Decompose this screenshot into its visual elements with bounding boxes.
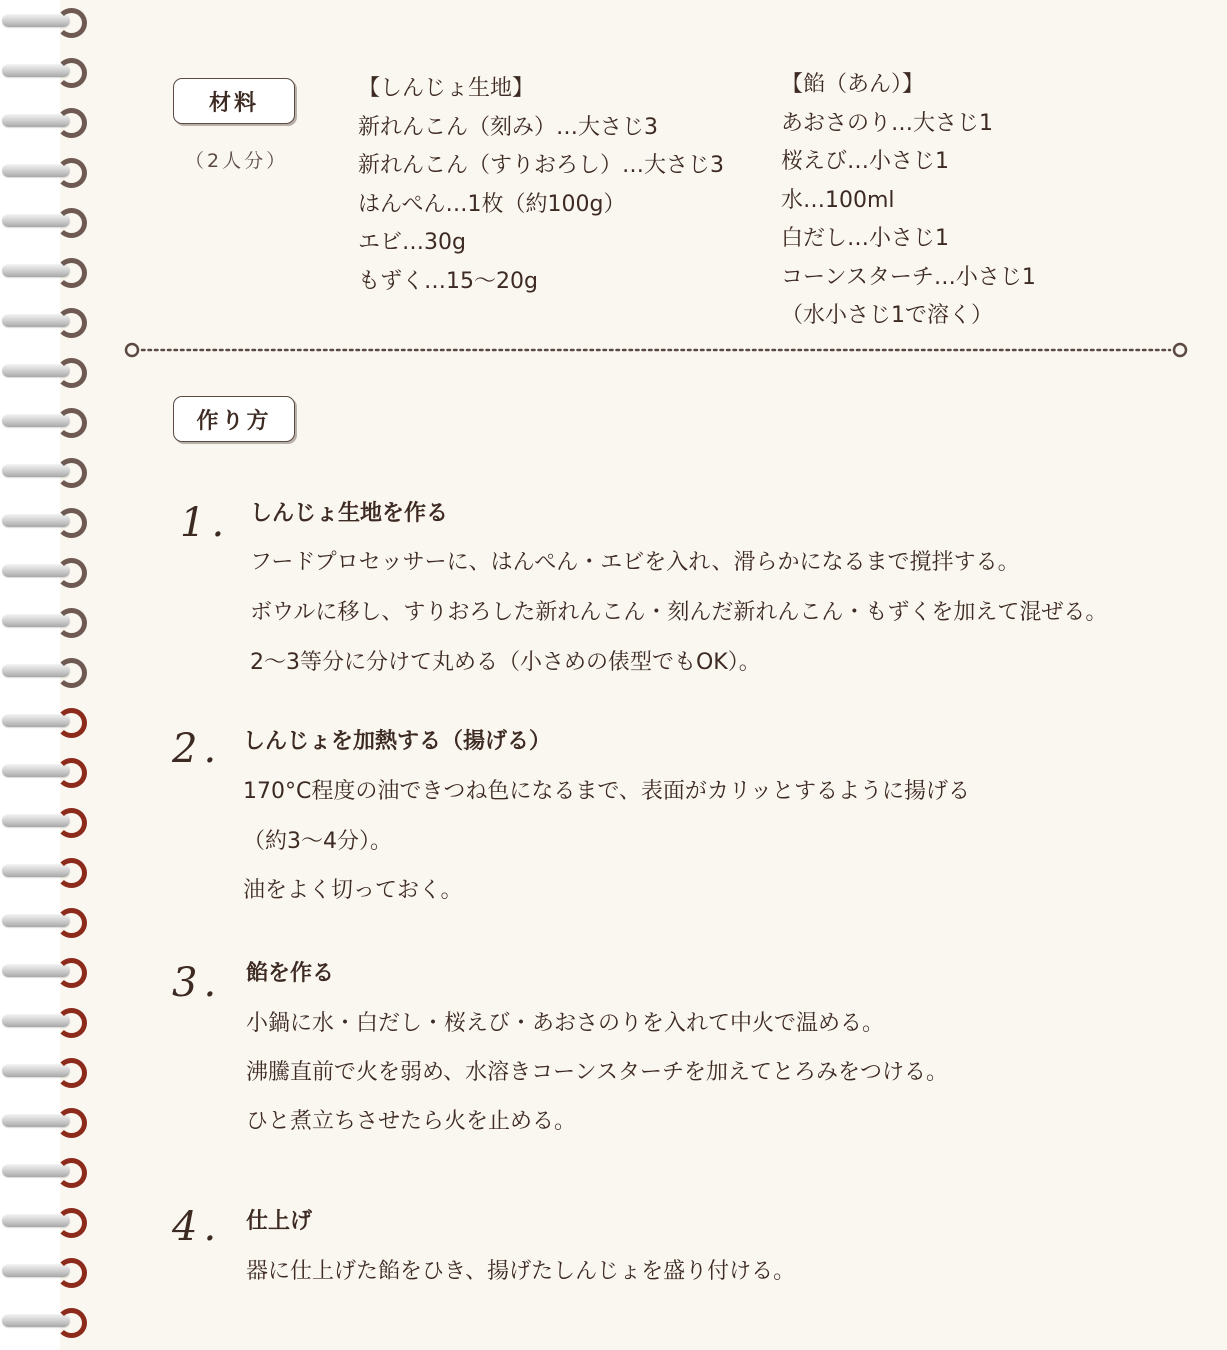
ingredient-item: はんぺん…1枚（約100g） [358, 191, 626, 217]
step-title: しんじょを加熱する（揚げる） [243, 729, 552, 754]
ring-hook [56, 308, 87, 338]
binding-ring [0, 456, 88, 486]
ring-hook [56, 1058, 87, 1088]
ring-hook [56, 758, 87, 788]
ingredient-item: もずく…15〜20g [358, 268, 538, 294]
ring-hook [56, 108, 87, 138]
binding-ring [0, 756, 88, 786]
binding-ring [0, 506, 88, 536]
ingredient-item: 水…100ml [781, 187, 895, 213]
step-line: 油をよく切っておく。 [243, 878, 463, 903]
dotted-divider [124, 341, 1188, 359]
step-line: 器に仕上げた餡をひき、揚げたしんじょを盛り付ける。 [246, 1259, 796, 1284]
ring-hook [56, 1308, 87, 1338]
step-line: 小鍋に水・白だし・桜えび・あおさのりを入れて中火で温める。 [246, 1011, 885, 1036]
ingredient-heading: 【餡（あん）】 [781, 72, 925, 97]
step-title: 餡を作る [246, 961, 335, 986]
ingredient-item: 白だし…小さじ1 [781, 226, 949, 251]
ring-hook [56, 458, 87, 488]
ring-hook [56, 1258, 87, 1288]
binding-ring [0, 556, 88, 586]
ring-hook [56, 958, 87, 988]
ingredient-item: コーンスターチ…小さじ1 [781, 264, 1036, 290]
step-line: 170°C程度の油できつね色になるまで、表面がカリッとするように揚げる [243, 779, 971, 804]
shinjo-dough-ingredients [358, 70, 724, 301]
ingredient-heading: 【しんじょ生地】 [358, 76, 535, 101]
ring-hook [56, 408, 87, 438]
step-title: しんじょ生地を作る [250, 501, 449, 526]
an-ingredients [781, 66, 1036, 336]
binding-ring [0, 806, 88, 836]
binding-ring [0, 1306, 88, 1336]
binding-ring [0, 1056, 88, 1086]
method-tag: 作り方 [173, 396, 295, 442]
ring-hook [56, 558, 87, 588]
ring-hook [56, 8, 87, 38]
binding-ring [0, 356, 88, 386]
ring-hook [56, 608, 87, 638]
ring-hook [56, 808, 87, 838]
binding-ring [0, 106, 88, 136]
binding-ring [0, 856, 88, 886]
step-line: 2〜3等分に分けて丸める（小さめの俵型でもOK）。 [250, 650, 761, 675]
ring-hook [56, 1108, 87, 1138]
step-line: ボウルに移し、すりおろした新れんこん・刻んだ新れんこん・もずくを加えて混ぜる。 [250, 600, 1108, 625]
binding-ring [0, 1256, 88, 1286]
binding-ring [0, 156, 88, 186]
step-line: ひと煮立ちさせたら火を止める。 [246, 1109, 577, 1134]
binding-ring [0, 1206, 88, 1236]
ring-hook [56, 508, 87, 538]
ring-hook [56, 208, 87, 238]
binding-ring [0, 706, 88, 736]
ring-hook [56, 708, 87, 738]
ring-hook [56, 258, 87, 288]
ring-hook [56, 858, 87, 888]
binding-ring [0, 1106, 88, 1136]
servings-label: （2人分） [185, 150, 289, 172]
step-number: 2. [172, 726, 223, 772]
binding-ring [0, 406, 88, 436]
binding-ring [0, 306, 88, 336]
ingredient-item: 桜えび…小さじ1 [781, 149, 949, 174]
step-title: 仕上げ [246, 1209, 313, 1234]
ingredient-item: 新れんこん（刻み）…大さじ3 [358, 114, 658, 140]
step-number: 4. [172, 1204, 223, 1250]
step-line: 沸騰直前で火を弱め、水溶きコーンスターチを加えてとろみをつける。 [246, 1060, 949, 1085]
step-line: （約3〜4分）。 [243, 829, 392, 854]
ingredient-item: エビ…30g [358, 230, 466, 255]
ring-hook [56, 658, 87, 688]
step-number: 1. [180, 500, 231, 546]
binding-ring [0, 656, 88, 686]
ring-hook [56, 158, 87, 188]
binding-ring [0, 906, 88, 936]
binding-ring [0, 606, 88, 636]
binding-ring [0, 1006, 88, 1036]
ring-hook [56, 1208, 87, 1238]
ring-hook [56, 358, 87, 388]
binding-ring [0, 56, 88, 86]
ring-hook [56, 1008, 87, 1038]
step-line: フードプロセッサーに、はんぺん・エビを入れ、滑らかになるまで撹拌する。 [250, 550, 1020, 575]
ingredient-item: 新れんこん（すりおろし）…大さじ3 [358, 153, 724, 178]
step-number: 3. [172, 960, 223, 1006]
materials-tag: 材料 [173, 78, 295, 124]
ingredient-item: （水小さじ1で溶く） [781, 303, 993, 328]
ring-hook [56, 1158, 87, 1188]
ring-hook [56, 908, 87, 938]
binding-ring [0, 6, 88, 36]
binding-ring [0, 956, 88, 986]
binding-ring [0, 206, 88, 236]
binding-ring [0, 256, 88, 286]
ingredient-item: あおさのり…大さじ1 [781, 110, 993, 136]
ring-hook [56, 58, 87, 88]
binding-ring [0, 1156, 88, 1186]
